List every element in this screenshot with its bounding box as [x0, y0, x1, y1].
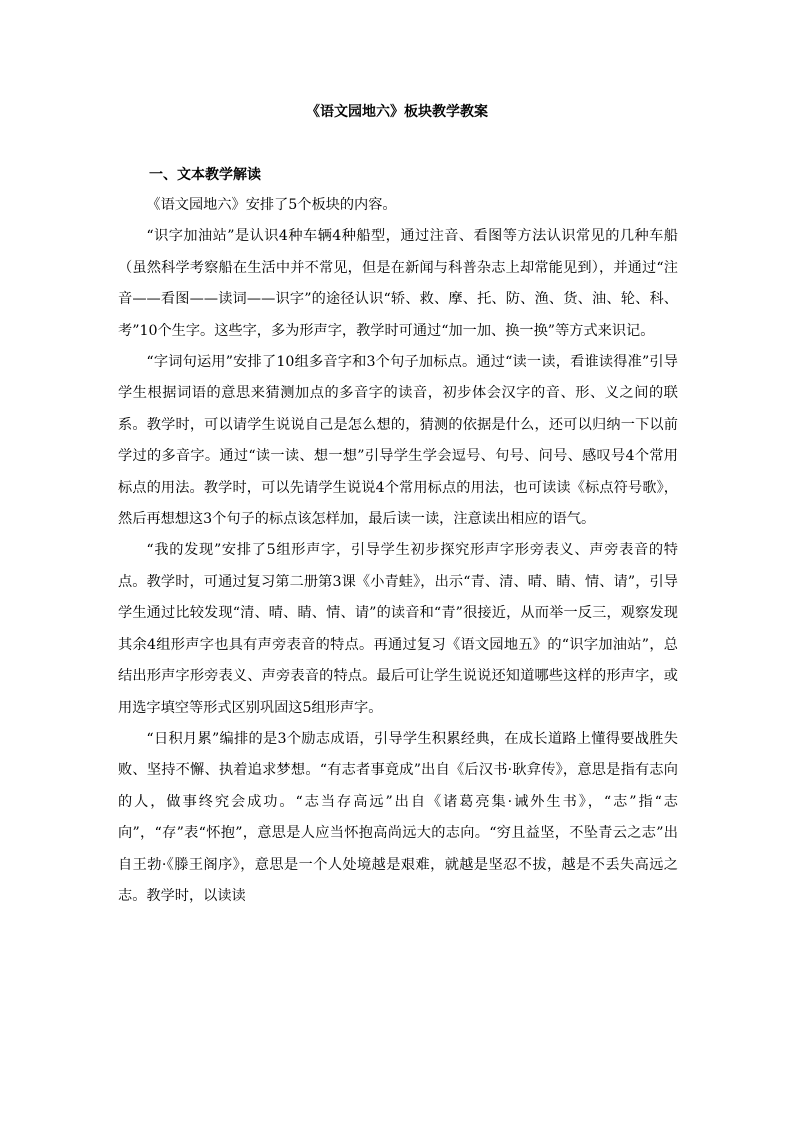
paragraph-literacy-station: “识字加油站”是认识4种车辆4种船型，通过注音、看图等方法认识常见的几种车船（虽然科学考察船在生活中并不常见，但是在新闻与科普杂志上却常能见到），并通过“注音——看图——读词——识字”的途径认识“轿、救、摩、托、防、渔、货、油、轮、科、考”10个生字。这些字，多为形声字，教学时可通过“加一加、换一换”等方式来识记。 [118, 228, 678, 339]
paragraph-intro: 《语文园地六》安排了5个板块的内容。 [146, 197, 397, 213]
paragraph-my-discovery: “我的发现”安排了5组形声字，引导学生初步探究形声字形旁表义、声旁表音的特点。教学时，可通过复习第二册第3课《小青蛙》，出示“青、清、晴、睛、情、请”，引导学生通过比较发现“清、晴、睛、情、请”的读音和“青”很接近，从而举一反三，观察发现其余4组形声字也具有声旁表音的特点。再通过复习《语文园地五》的“识字加油站”，总结出形声字形旁表义、声旁表音的特点。最后可让学生说说还知道哪些这样的形声字，或用选字填空等形式区别巩固这5组形声字。 [118, 542, 678, 716]
document-body [118, 190, 678, 912]
paragraph-word-sentence-use: “字词句运用”安排了10组多音字和3个句子加标点。通过“读一读，看谁读得准”引导学生根据词语的意思来猜测加点的多音字的读音，初步体会汉字的音、形、义之间的联系。教学时，可以请学生说说自己是怎么想的，猜测的依据是什么，还可以归纳一下以前学过的多音字。通过“读一读、想一想”引导学生学会逗号、句号、问号、感叹号4个常用标点的用法。教学时，可以先请学生说说4个常用标点的用法，也可读读《标点符号歌》，然后再想想这3个句子的标点该怎样加，最后读一读，注意读出相应的语气。 [118, 354, 678, 528]
document-title: 《语文园地六》板块教学教案 [306, 104, 488, 120]
paragraph-daily-accumulation: “日积月累”编排的是3个励志成语，引导学生积累经典，在成长道路上懂得要战胜失败、坚持不懈、执着追求梦想。“有志者事竟成”出自《后汉书·耿弇传》，意思是指有志向的人，做事终究会成功。“志当存高远”出自《诸葛亮集·诫外生书》，“志”指“志向”，“存”表“怀抱”，意思是人应当怀抱高尚远大的志向。“穷且益坚，不坠青云之志”出自王勃·《滕王阁序》，意思是一个人处境越是艰难，就越是坚忍不拔，越是不丢失高远之志。教学时，以读读 [118, 730, 678, 904]
section-heading: 一、文本教学解读 [149, 167, 261, 183]
